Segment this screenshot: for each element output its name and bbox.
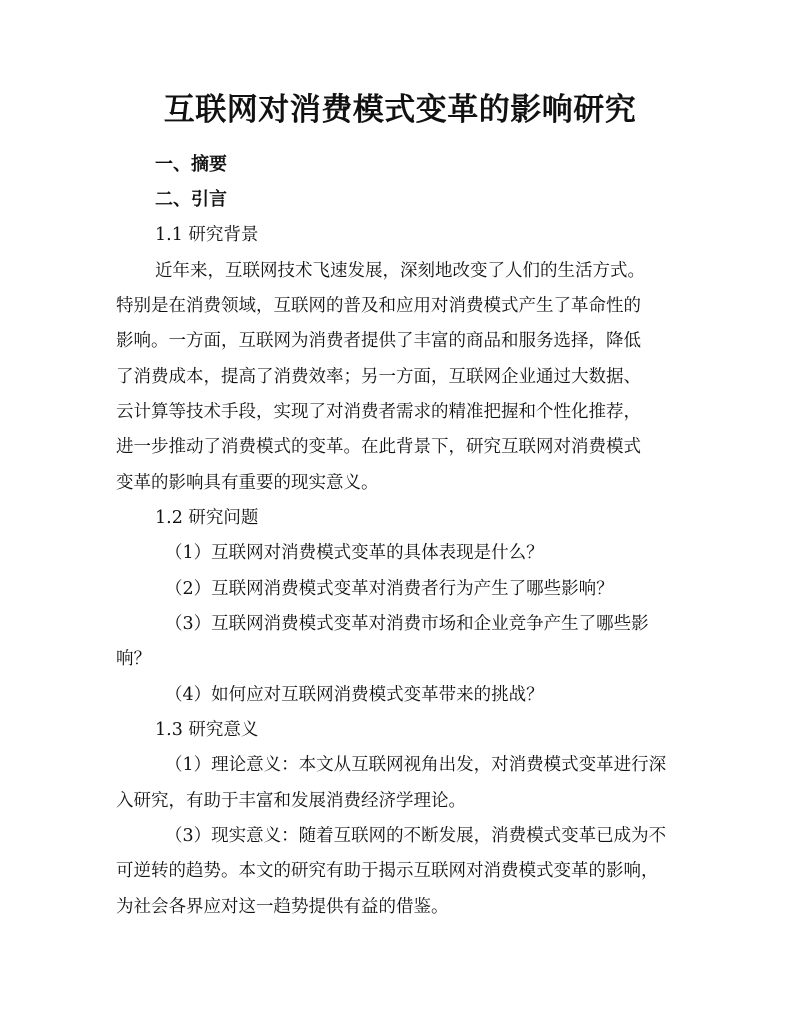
- heading-abstract: 一、摘要: [155, 154, 227, 175]
- background-paragraph-line: 云计算等技术手段，实现了对消费者需求的精准把握和个性化推荐，: [116, 402, 641, 422]
- question-item-continuation: 响？: [116, 649, 151, 669]
- question-item: （2）互联网消费模式变革对消费者行为产生了哪些影响？: [165, 579, 614, 599]
- section-heading-questions: 1.2 研究问题: [155, 508, 259, 528]
- document-title: 互联网对消费模式变革的影响研究: [163, 92, 637, 128]
- significance-item-continuation: 为社会各界应对这一趋势提供有益的借鉴。: [116, 897, 449, 917]
- background-paragraph-line: 进一步推动了消费模式的变革。在此背景下，研究互联网对消费模式: [116, 437, 641, 457]
- background-paragraph-line: 特别是在消费领域，互联网的普及和应用对消费模式产生了革命性的: [116, 296, 641, 316]
- significance-item-continuation: 可逆转的趋势。本文的研究有助于揭示互联网对消费模式变革的影响，: [116, 861, 659, 881]
- section-heading-significance: 1.3 研究意义: [155, 720, 259, 740]
- section-heading-background: 1.1 研究背景: [155, 225, 259, 245]
- question-item: （1）互联网对消费模式变革的具体表现是什么？: [165, 543, 544, 563]
- background-paragraph-line: 近年来，互联网技术飞速发展，深刻地改变了人们的生活方式。: [155, 261, 645, 281]
- significance-item: （3）现实意义：随着互联网的不断发展，消费模式变革已成为不: [165, 826, 667, 846]
- question-item: （3）互联网消费模式变革对消费市场和企业竞争产生了哪些影: [165, 614, 649, 634]
- question-item: （4）如何应对互联网消费模式变革带来的挑战？: [165, 685, 544, 705]
- significance-item-continuation: 入研究，有助于丰富和发展消费经济学理论。: [116, 791, 466, 811]
- significance-item: （1）理论意义：本文从互联网视角出发，对消费模式变革进行深: [165, 755, 667, 775]
- heading-intro: 二、引言: [155, 189, 227, 210]
- background-paragraph-line: 了消费成本，提高了消费效率；另一方面，互联网企业通过大数据、: [116, 367, 641, 387]
- background-paragraph-line: 影响。一方面，互联网为消费者提供了丰富的商品和服务选择，降低: [116, 331, 641, 351]
- background-paragraph-line: 变革的影响具有重要的现实意义。: [116, 473, 379, 493]
